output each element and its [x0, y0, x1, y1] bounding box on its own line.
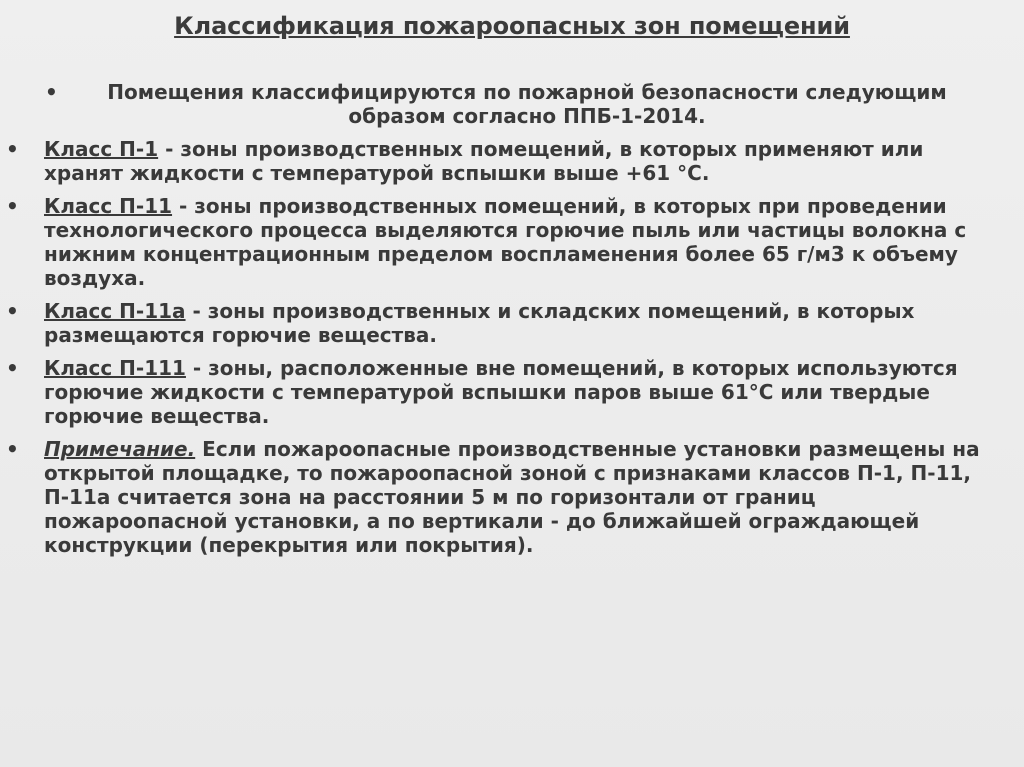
- class-description: - зоны производственных помещений, в которых при проведении технологического процесса выделяются горючие пыль или частицы волокна с нижним концентрационным пределом воспламенения более 65 г/м3 к объему воздуха.: [44, 194, 967, 290]
- class-label: Класс П-11а: [44, 299, 186, 323]
- bullet-dot-icon: •: [6, 137, 19, 161]
- class-p1-bullet: [0, 137, 1024, 185]
- class-p11a-text: [0, 299, 1024, 347]
- class-p11-bullet: [0, 194, 1024, 290]
- bullet-dot-icon: •: [6, 299, 19, 323]
- class-description: - зоны производственных и складских помещений, в которых размещаются горючие вещества.: [44, 299, 915, 347]
- bullet-list: [0, 80, 1024, 557]
- class-p11a-bullet: [0, 299, 1024, 347]
- note-text: [0, 437, 1024, 557]
- slide-title: Классификация пожароопасных зон помещений: [174, 12, 850, 40]
- bullet-dot-icon: •: [45, 80, 58, 104]
- note-bullet: [0, 437, 1024, 557]
- class-description: - зоны, расположенные вне помещений, в которых используются горючие жидкости с температурой вспышки паров выше 61°С или твердые горючие вещества.: [44, 356, 958, 428]
- class-p111-bullet: [0, 356, 1024, 428]
- class-label: Класс П-11: [44, 194, 173, 218]
- class-p11-text: [0, 194, 1024, 290]
- bullet-dot-icon: •: [6, 194, 19, 218]
- class-label: Класс П-111: [44, 356, 186, 380]
- bullet-dot-icon: •: [6, 356, 19, 380]
- class-p111-text: [0, 356, 1024, 428]
- class-label: Класс П-1: [44, 137, 159, 161]
- note-description: Если пожароопасные производственные установки размещены на открытой площадке, то пожароопасной зоной с признаками классов П-1, П-11, П-11а считается зона на расстоянии 5 м по горизонтали от границ пожароопасной установки, а по вертикали - до ближайшей ограждающей конструкции (перекрытия или покрытия).: [44, 437, 980, 557]
- bullet-dot-icon: •: [6, 437, 19, 461]
- intro-text: Помещения классифицируются по пожарной безопасности следующим образом согласно ППБ-1-2014.: [107, 80, 947, 128]
- intro-bullet: [0, 80, 1024, 128]
- note-label: Примечание.: [44, 437, 196, 461]
- class-p1-text: [0, 137, 1024, 185]
- class-description: - зоны производственных помещений, в которых применяют или хранят жидкости с температурой вспышки выше +61 °С.: [44, 137, 924, 185]
